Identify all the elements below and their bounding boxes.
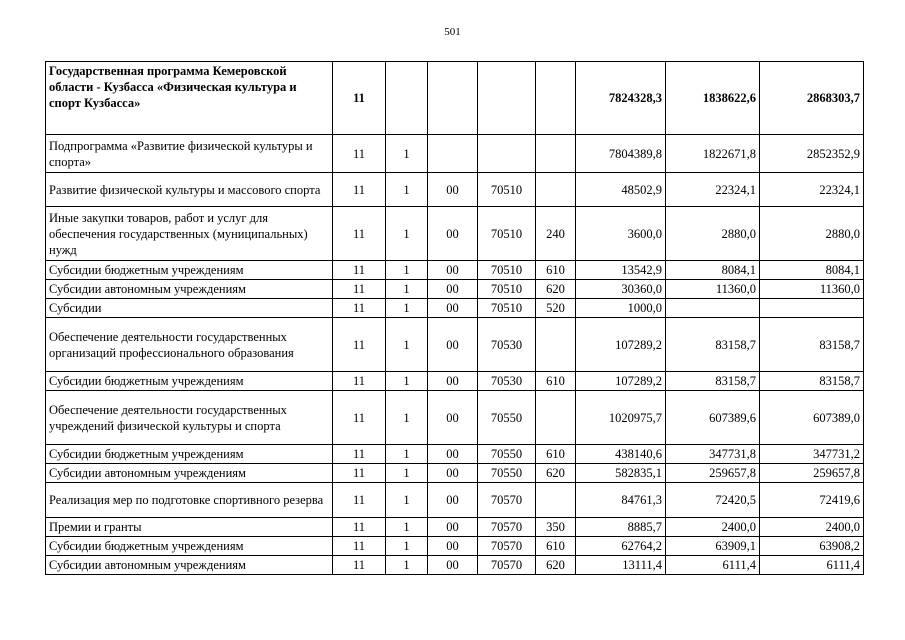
program-code-cell: 11 [333, 372, 386, 391]
program-code-cell: 11 [333, 62, 386, 135]
amount-year2-cell: 83158,7 [666, 372, 760, 391]
program-code-cell: 11 [333, 483, 386, 518]
table-row [46, 318, 864, 372]
amount-year3-cell: 72419,6 [760, 483, 864, 518]
direction-code-cell: 70550 [478, 464, 536, 483]
table-row [46, 207, 864, 261]
direction-code-cell: 70570 [478, 483, 536, 518]
direction-code-cell: 70570 [478, 537, 536, 556]
program-code-cell: 11 [333, 464, 386, 483]
direction-code-cell [478, 62, 536, 135]
expense-type-cell [536, 62, 576, 135]
amount-year1-cell: 84761,3 [576, 483, 666, 518]
program-name-cell: Иные закупки товаров, работ и услуг для обеспечения государственных (муниципальных) нужд [46, 207, 333, 261]
amount-year1-cell: 107289,2 [576, 318, 666, 372]
program-code-cell: 11 [333, 135, 386, 173]
program-code-cell: 11 [333, 207, 386, 261]
expense-type-cell: 350 [536, 518, 576, 537]
program-name-cell: Субсидии [46, 299, 333, 318]
table-body [46, 62, 864, 575]
program-name-cell: Развитие физической культуры и массового спорта [46, 173, 333, 207]
direction-code-cell: 70570 [478, 518, 536, 537]
direction-code-cell: 70550 [478, 391, 536, 445]
amount-year2-cell: 22324,1 [666, 173, 760, 207]
direction-code-cell [478, 135, 536, 173]
program-name-cell: Обеспечение деятельности государственных учреждений физической культуры и спорта [46, 391, 333, 445]
main-event-code-cell: 00 [428, 318, 478, 372]
program-code-cell: 11 [333, 391, 386, 445]
amount-year2-cell: 8084,1 [666, 261, 760, 280]
amount-year3-cell: 8084,1 [760, 261, 864, 280]
direction-code-cell: 70530 [478, 318, 536, 372]
expense-type-cell: 520 [536, 299, 576, 318]
subprogram-code-cell: 1 [386, 135, 428, 173]
program-name-cell: Субсидии бюджетным учреждениям [46, 537, 333, 556]
amount-year2-cell: 2880,0 [666, 207, 760, 261]
direction-code-cell: 70570 [478, 556, 536, 575]
amount-year3-cell: 22324,1 [760, 173, 864, 207]
amount-year1-cell: 3600,0 [576, 207, 666, 261]
subprogram-code-cell: 1 [386, 556, 428, 575]
amount-year3-cell: 6111,4 [760, 556, 864, 575]
program-code-cell: 11 [333, 537, 386, 556]
main-event-code-cell: 00 [428, 280, 478, 299]
program-name-cell: Подпрограмма «Развитие физической культуры и спорта» [46, 135, 333, 173]
program-code-cell: 11 [333, 299, 386, 318]
amount-year1-cell: 7824328,3 [576, 62, 666, 135]
amount-year2-cell: 259657,8 [666, 464, 760, 483]
amount-year1-cell: 1000,0 [576, 299, 666, 318]
expense-type-cell: 620 [536, 280, 576, 299]
main-event-code-cell: 00 [428, 261, 478, 280]
direction-code-cell: 70510 [478, 261, 536, 280]
main-event-code-cell: 00 [428, 299, 478, 318]
subprogram-code-cell: 1 [386, 299, 428, 318]
amount-year1-cell: 62764,2 [576, 537, 666, 556]
amount-year2-cell: 2400,0 [666, 518, 760, 537]
expense-type-cell: 610 [536, 261, 576, 280]
expense-type-cell [536, 135, 576, 173]
expense-type-cell [536, 173, 576, 207]
amount-year2-cell: 347731,8 [666, 445, 760, 464]
main-event-code-cell: 00 [428, 556, 478, 575]
subprogram-code-cell: 1 [386, 518, 428, 537]
subprogram-code-cell: 1 [386, 261, 428, 280]
subprogram-code-cell: 1 [386, 537, 428, 556]
amount-year1-cell: 30360,0 [576, 280, 666, 299]
table-row [46, 299, 864, 318]
subprogram-code-cell: 1 [386, 483, 428, 518]
amount-year3-cell: 2400,0 [760, 518, 864, 537]
direction-code-cell: 70510 [478, 207, 536, 261]
amount-year2-cell: 6111,4 [666, 556, 760, 575]
expense-type-cell [536, 318, 576, 372]
main-event-code-cell: 00 [428, 483, 478, 518]
expense-type-cell: 620 [536, 464, 576, 483]
table-row [46, 445, 864, 464]
subprogram-code-cell: 1 [386, 173, 428, 207]
program-name-cell: Субсидии бюджетным учреждениям [46, 261, 333, 280]
subprogram-code-cell [386, 62, 428, 135]
program-name-cell: Премии и гранты [46, 518, 333, 537]
amount-year3-cell: 2852352,9 [760, 135, 864, 173]
direction-code-cell: 70510 [478, 280, 536, 299]
amount-year2-cell: 11360,0 [666, 280, 760, 299]
amount-year1-cell: 8885,7 [576, 518, 666, 537]
table-row [46, 280, 864, 299]
amount-year2-cell: 607389,6 [666, 391, 760, 445]
expense-type-cell [536, 483, 576, 518]
table-row [46, 372, 864, 391]
table-row [46, 518, 864, 537]
amount-year3-cell: 2880,0 [760, 207, 864, 261]
amount-year3-cell [760, 299, 864, 318]
subprogram-code-cell: 1 [386, 207, 428, 261]
program-name-cell: Субсидии бюджетным учреждениям [46, 372, 333, 391]
program-name-cell: Субсидии бюджетным учреждениям [46, 445, 333, 464]
program-code-cell: 11 [333, 173, 386, 207]
program-code-cell: 11 [333, 280, 386, 299]
table-row [46, 173, 864, 207]
expense-type-cell: 610 [536, 445, 576, 464]
expense-type-cell: 610 [536, 372, 576, 391]
amount-year2-cell [666, 299, 760, 318]
page-number: 501 [444, 26, 461, 38]
subprogram-code-cell: 1 [386, 391, 428, 445]
amount-year3-cell: 83158,7 [760, 318, 864, 372]
subprogram-code-cell: 1 [386, 318, 428, 372]
table-row [46, 62, 864, 135]
amount-year3-cell: 347731,2 [760, 445, 864, 464]
program-name-cell: Государственная программа Кемеровской области - Кузбасса «Физическая культура и спорт Кузбасса» [46, 62, 333, 135]
main-event-code-cell: 00 [428, 518, 478, 537]
amount-year3-cell: 63908,2 [760, 537, 864, 556]
amount-year1-cell: 13542,9 [576, 261, 666, 280]
expense-type-cell: 610 [536, 537, 576, 556]
amount-year1-cell: 107289,2 [576, 372, 666, 391]
expense-type-cell: 620 [536, 556, 576, 575]
amount-year3-cell: 83158,7 [760, 372, 864, 391]
table-row [46, 391, 864, 445]
table-row [46, 483, 864, 518]
amount-year2-cell: 1838622,6 [666, 62, 760, 135]
program-name-cell: Обеспечение деятельности государственных организаций профессионального образования [46, 318, 333, 372]
amount-year2-cell: 83158,7 [666, 318, 760, 372]
program-code-cell: 11 [333, 261, 386, 280]
program-name-cell: Субсидии автономным учреждениям [46, 280, 333, 299]
expense-type-cell: 240 [536, 207, 576, 261]
main-event-code-cell [428, 62, 478, 135]
budget-table [45, 61, 864, 575]
amount-year1-cell: 438140,6 [576, 445, 666, 464]
subprogram-code-cell: 1 [386, 445, 428, 464]
direction-code-cell: 70530 [478, 372, 536, 391]
amount-year1-cell: 582835,1 [576, 464, 666, 483]
amount-year3-cell: 2868303,7 [760, 62, 864, 135]
program-code-cell: 11 [333, 318, 386, 372]
main-event-code-cell: 00 [428, 207, 478, 261]
amount-year3-cell: 259657,8 [760, 464, 864, 483]
subprogram-code-cell: 1 [386, 372, 428, 391]
main-event-code-cell [428, 135, 478, 173]
direction-code-cell: 70550 [478, 445, 536, 464]
direction-code-cell: 70510 [478, 173, 536, 207]
subprogram-code-cell: 1 [386, 280, 428, 299]
amount-year1-cell: 13111,4 [576, 556, 666, 575]
amount-year2-cell: 63909,1 [666, 537, 760, 556]
amount-year2-cell: 72420,5 [666, 483, 760, 518]
amount-year2-cell: 1822671,8 [666, 135, 760, 173]
program-code-cell: 11 [333, 445, 386, 464]
main-event-code-cell: 00 [428, 173, 478, 207]
direction-code-cell: 70510 [478, 299, 536, 318]
main-event-code-cell: 00 [428, 391, 478, 445]
table-row [46, 537, 864, 556]
amount-year1-cell: 48502,9 [576, 173, 666, 207]
table-row [46, 556, 864, 575]
subprogram-code-cell: 1 [386, 464, 428, 483]
table-row [46, 261, 864, 280]
main-event-code-cell: 00 [428, 372, 478, 391]
program-code-cell: 11 [333, 556, 386, 575]
main-event-code-cell: 00 [428, 445, 478, 464]
program-name-cell: Субсидии автономным учреждениям [46, 556, 333, 575]
table-row [46, 135, 864, 173]
amount-year1-cell: 7804389,8 [576, 135, 666, 173]
program-name-cell: Субсидии автономным учреждениям [46, 464, 333, 483]
amount-year1-cell: 1020975,7 [576, 391, 666, 445]
program-name-cell: Реализация мер по подготовке спортивного резерва [46, 483, 333, 518]
table-row [46, 464, 864, 483]
expense-type-cell [536, 391, 576, 445]
amount-year3-cell: 11360,0 [760, 280, 864, 299]
amount-year3-cell: 607389,0 [760, 391, 864, 445]
program-code-cell: 11 [333, 518, 386, 537]
main-event-code-cell: 00 [428, 537, 478, 556]
main-event-code-cell: 00 [428, 464, 478, 483]
